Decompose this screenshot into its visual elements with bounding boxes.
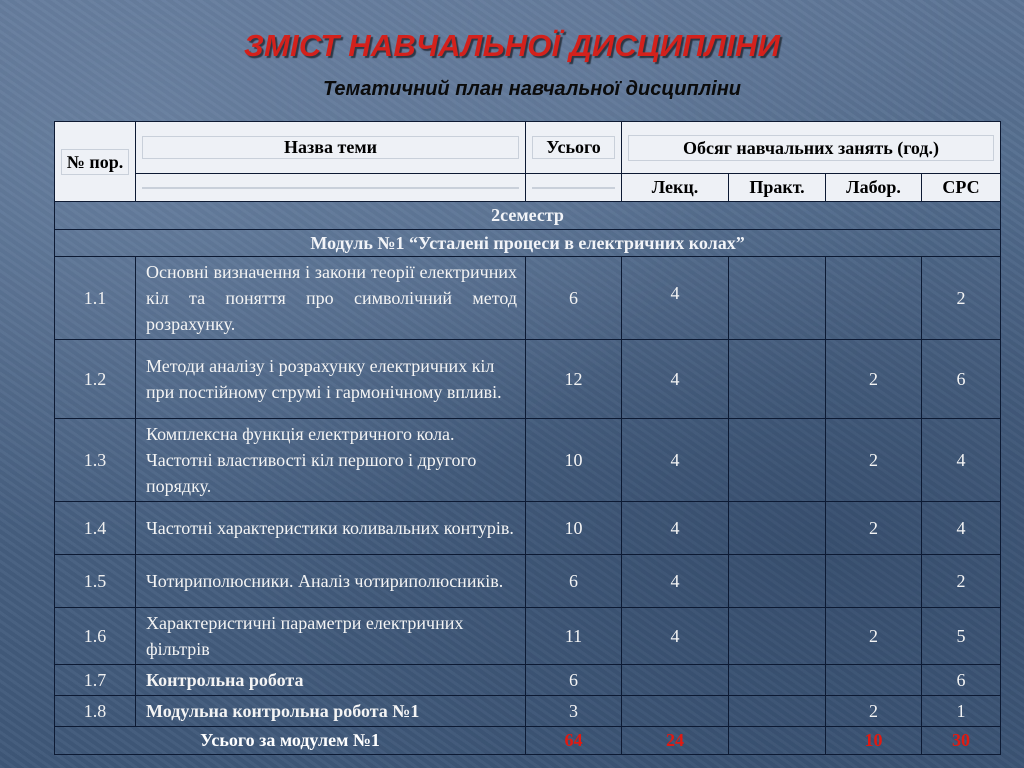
- table-row: [55, 696, 1001, 727]
- header-srs: СРС: [922, 174, 1001, 202]
- row-labs: 2: [826, 502, 922, 555]
- row-total: 11: [526, 608, 622, 665]
- table-row: [55, 608, 1001, 665]
- row-topic: Комплексна функція електричного кола. Частотні властивості кіл першого і другого порядку.: [136, 419, 526, 502]
- row-lectures: 4: [622, 608, 729, 665]
- row-labs: [826, 257, 922, 340]
- row-srs: 2: [922, 257, 1001, 340]
- row-srs: 4: [922, 502, 1001, 555]
- table-row: [55, 555, 1001, 608]
- header-total-empty: [526, 174, 622, 202]
- total-row: [55, 727, 1001, 755]
- row-num: 1.6: [55, 608, 136, 665]
- row-srs: 1: [922, 696, 1001, 727]
- row-srs: 6: [922, 665, 1001, 696]
- row-practice: [729, 665, 826, 696]
- row-num: 1.3: [55, 419, 136, 502]
- module-label: Модуль №1 “Усталені процеси в електричних колах”: [55, 230, 1001, 257]
- row-lectures: 4: [622, 257, 729, 340]
- total-labs: 10: [826, 727, 922, 755]
- row-lectures: 4: [622, 340, 729, 419]
- row-num: 1.7: [55, 665, 136, 696]
- table-row: [55, 257, 1001, 340]
- table-row: [55, 502, 1001, 555]
- row-lectures: 4: [622, 555, 729, 608]
- header-num: № пор.: [55, 122, 136, 202]
- row-topic: Частотні характеристики коливальних контурів.: [136, 502, 526, 555]
- row-topic: Основні визначення і закони теорії електричних кіл та поняття про символічний метод розрахунку.: [136, 257, 526, 340]
- table-row: [55, 419, 1001, 502]
- row-topic: Чотириполюсники. Аналіз чотириполюсників.: [136, 555, 526, 608]
- row-topic: Контрольна робота: [136, 665, 526, 696]
- table-row: [55, 340, 1001, 419]
- table-row: [55, 665, 1001, 696]
- semester-label: 2семестр: [55, 202, 1001, 230]
- row-lectures: 4: [622, 502, 729, 555]
- row-total: 3: [526, 696, 622, 727]
- row-practice: [729, 502, 826, 555]
- row-total: 10: [526, 419, 622, 502]
- row-labs: 2: [826, 696, 922, 727]
- row-topic: Методи аналізу і розрахунку електричних кіл при постійному струмі і гармонічному впливі.: [136, 340, 526, 419]
- row-total: 6: [526, 257, 622, 340]
- row-labs: 2: [826, 608, 922, 665]
- row-num: 1.5: [55, 555, 136, 608]
- total-practice: [729, 727, 826, 755]
- header-topic-name-empty: [136, 174, 526, 202]
- row-total: 10: [526, 502, 622, 555]
- header-total: Усього: [526, 122, 622, 174]
- row-srs: 2: [922, 555, 1001, 608]
- row-practice: [729, 257, 826, 340]
- row-num: 1.2: [55, 340, 136, 419]
- row-srs: 6: [922, 340, 1001, 419]
- row-lectures: 4: [622, 419, 729, 502]
- total-srs: 30: [922, 727, 1001, 755]
- row-num: 1.1: [55, 257, 136, 340]
- row-labs: 2: [826, 419, 922, 502]
- row-total: 6: [526, 665, 622, 696]
- row-lectures: [622, 696, 729, 727]
- row-labs: [826, 665, 922, 696]
- thematic-plan-table: [54, 121, 1001, 755]
- row-practice: [729, 555, 826, 608]
- row-topic: Характеристичні параметри електричних фільтрів: [136, 608, 526, 665]
- row-num: 1.8: [55, 696, 136, 727]
- row-lectures: [622, 665, 729, 696]
- total-label: Усього за модулем №1: [55, 727, 526, 755]
- row-topic: Модульна контрольна робота №1: [136, 696, 526, 727]
- slide-title: ЗМІСТ НАВЧАЛЬНОЇ ДИСЦИПЛІНИ: [243, 28, 781, 63]
- total-hours: 64: [526, 727, 622, 755]
- row-total: 12: [526, 340, 622, 419]
- header-topic-name: Назва теми: [136, 122, 526, 174]
- slide-subtitle: Тематичний план навчальної дисципліни: [322, 78, 742, 100]
- row-practice: [729, 608, 826, 665]
- header-volume: Обсяг навчальних занять (год.): [622, 122, 1001, 174]
- row-srs: 5: [922, 608, 1001, 665]
- row-practice: [729, 419, 826, 502]
- row-srs: 4: [922, 419, 1001, 502]
- row-practice: [729, 340, 826, 419]
- header-lectures: Лекц.: [622, 174, 729, 202]
- row-num: 1.4: [55, 502, 136, 555]
- header-labs: Лабор.: [826, 174, 922, 202]
- row-practice: [729, 696, 826, 727]
- row-labs: [826, 555, 922, 608]
- row-total: 6: [526, 555, 622, 608]
- header-practice: Практ.: [729, 174, 826, 202]
- total-lectures: 24: [622, 727, 729, 755]
- row-labs: 2: [826, 340, 922, 419]
